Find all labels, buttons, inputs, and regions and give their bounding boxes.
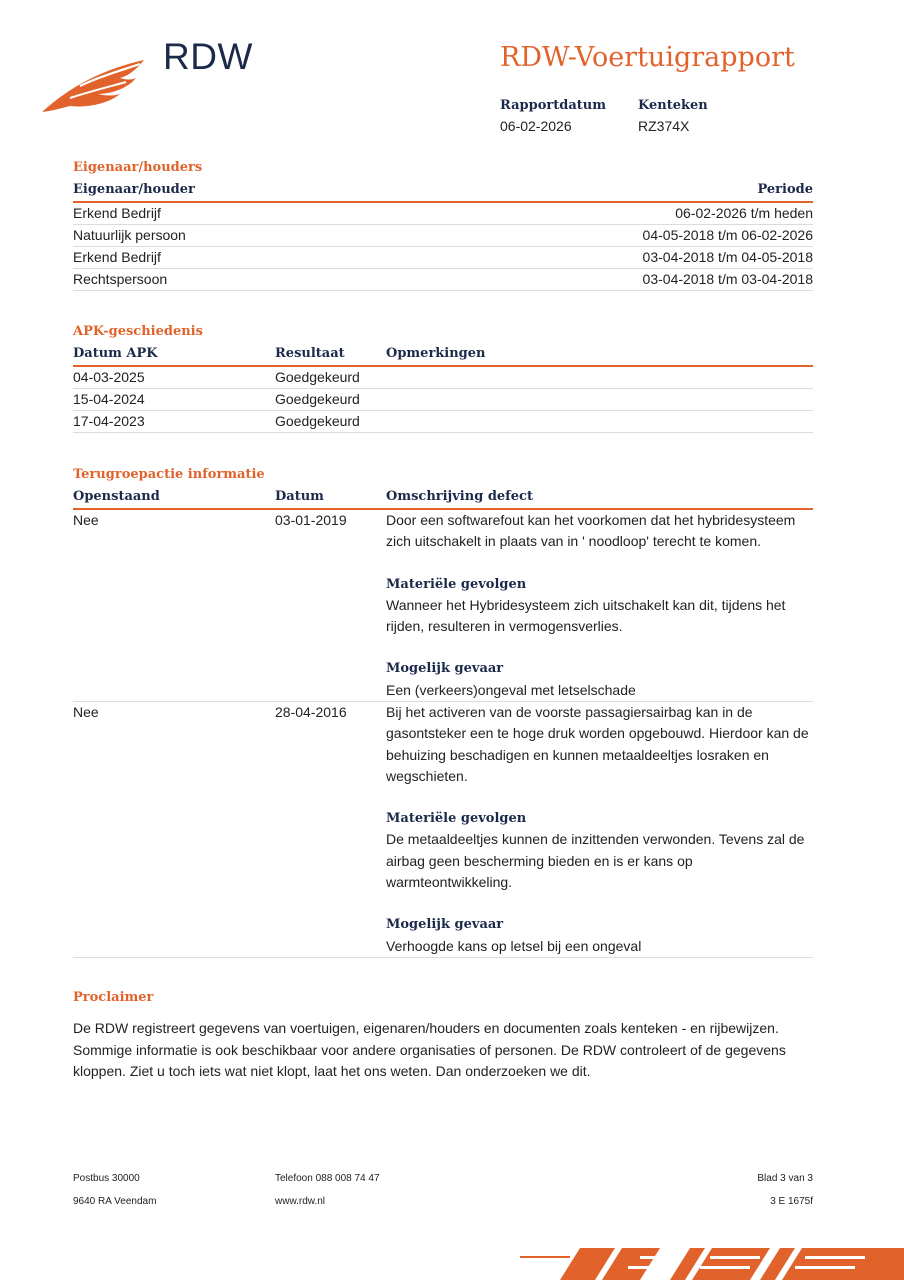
apk-table: [73, 345, 813, 433]
report-date-label: Rapportdatum: [500, 98, 606, 113]
table-row: [73, 510, 813, 702]
apk-result-column-header: Resultaat: [275, 346, 345, 361]
recall-description: [386, 702, 813, 957]
recall-description-column-header: Omschrijving defect: [386, 489, 533, 504]
footer-phone: Telefoon 088 008 74 47: [275, 1173, 380, 1184]
owners-table-header: [73, 181, 813, 203]
owner-cell: Natuurlijk persoon: [73, 227, 186, 243]
apk-result-cell: Goedgekeurd: [275, 391, 360, 407]
rdw-logo-icon: [40, 56, 150, 116]
owners-section-title: Eigenaar/houders: [73, 160, 203, 175]
recall-description: [386, 510, 813, 701]
recall-open-cell: Nee: [73, 704, 99, 720]
proclaimer-text: De RDW registreert gegevens van voertuigen, eigenaren/houders en documenten zoals kenteken - en rijbewijzen. Sommige informatie is ook beschikbaar voor andere organisaties of personen. De RDW controleert of de gegevens kloppen. Ziet u toch iets wat niet klopt, laat het ons weten. Dan onderzoeken we dit.: [73, 1020, 786, 1079]
owner-cell: Erkend Bedrijf: [73, 249, 161, 265]
table-row: [73, 269, 813, 291]
defect-text: Door een softwarefout kan het voorkomen dat het hybridesysteem zich uitschakelt in plaats van in ' noodloop' terecht te komen.: [386, 512, 796, 550]
recall-section-title: Terugroepactie informatie: [73, 467, 265, 482]
table-row: [73, 225, 813, 247]
table-row: [73, 247, 813, 269]
apk-result-cell: Goedgekeurd: [275, 413, 360, 429]
owner-cell: Erkend Bedrijf: [73, 205, 161, 221]
recall-open-cell: Nee: [73, 512, 99, 528]
table-row: [73, 411, 813, 433]
consequences-label: Materiële gevolgen: [386, 811, 527, 827]
apk-date-cell: 04-03-2025: [73, 369, 145, 385]
owner-cell: Rechtspersoon: [73, 271, 168, 287]
table-row: [73, 702, 813, 958]
apk-date-column-header: Datum APK: [73, 346, 158, 361]
defect-text: Bij het activeren van de voorste passagiersairbag kan in de gasontsteker een te hoge druk worden opgebouwd. Hierdoor kan de behuizing beschadigen en kunnen metaaldeeltjes losraken en wegschieten.: [386, 704, 809, 784]
footer-website: www.rdw.nl: [275, 1196, 326, 1207]
license-plate-value: RZ374X: [638, 118, 690, 134]
recall-table-header: [73, 488, 813, 510]
period-cell: 04-05-2018 t/m 06-02-2026: [642, 227, 813, 243]
period-column-header: Periode: [757, 182, 813, 197]
proclaimer-section-title: Proclaimer: [73, 990, 154, 1005]
recall-date-cell: 28-04-2016: [275, 704, 347, 720]
logo-text: RDW: [163, 36, 253, 77]
table-row: [73, 389, 813, 411]
report-title: RDW-Voertuigrapport: [500, 42, 795, 73]
period-cell: 03-04-2018 t/m 03-04-2018: [642, 271, 813, 287]
recall-table: [73, 488, 813, 958]
owner-column-header: Eigenaar/houder: [73, 182, 195, 197]
footer-address-line2: 9640 RA Veendam: [73, 1196, 157, 1207]
apk-date-cell: 15-04-2024: [73, 391, 145, 407]
apk-section-title: APK-geschiedenis: [73, 324, 203, 339]
recall-date-column-header: Datum: [275, 489, 324, 504]
danger-text: Verhoogde kans op letsel bij een ongeval: [386, 937, 642, 954]
owners-table: [73, 181, 813, 291]
apk-table-header: [73, 345, 813, 367]
decorative-stripes-icon: [520, 1244, 904, 1280]
footer-address-line1: Postbus 30000: [73, 1173, 140, 1184]
recall-open-column-header: Openstaand: [73, 489, 160, 504]
consequences-label: Materiële gevolgen: [386, 576, 527, 592]
period-cell: 06-02-2026 t/m heden: [675, 205, 813, 221]
apk-date-cell: 17-04-2023: [73, 413, 145, 429]
table-row: [73, 203, 813, 225]
table-row: [73, 367, 813, 389]
footer-page-number: Blad 3 van 3: [757, 1173, 813, 1184]
danger-label: Mogelijk gevaar: [386, 917, 504, 933]
recall-date-cell: 03-01-2019: [275, 512, 347, 528]
apk-result-cell: Goedgekeurd: [275, 369, 360, 385]
footer-document-code: 3 E 1675f: [770, 1196, 813, 1207]
danger-label: Mogelijk gevaar: [386, 661, 504, 677]
period-cell: 03-04-2018 t/m 04-05-2018: [642, 249, 813, 265]
apk-remarks-column-header: Opmerkingen: [386, 346, 486, 361]
consequences-text: Wanneer het Hybridesysteem zich uitschakelt kan dit, tijdens het rijden, resulteren in vermogensverlies.: [386, 596, 786, 635]
consequences-text: De metaaldeeltjes kunnen de inzittenden verwonden. Tevens zal de airbag geen bescherming bieden en is er kans op warmteontwikkeling.: [386, 831, 805, 891]
license-plate-label: Kenteken: [638, 98, 708, 113]
report-date-value: 06-02-2026: [500, 118, 572, 134]
danger-text: Een (verkeers)ongeval met letselschade: [386, 681, 636, 698]
